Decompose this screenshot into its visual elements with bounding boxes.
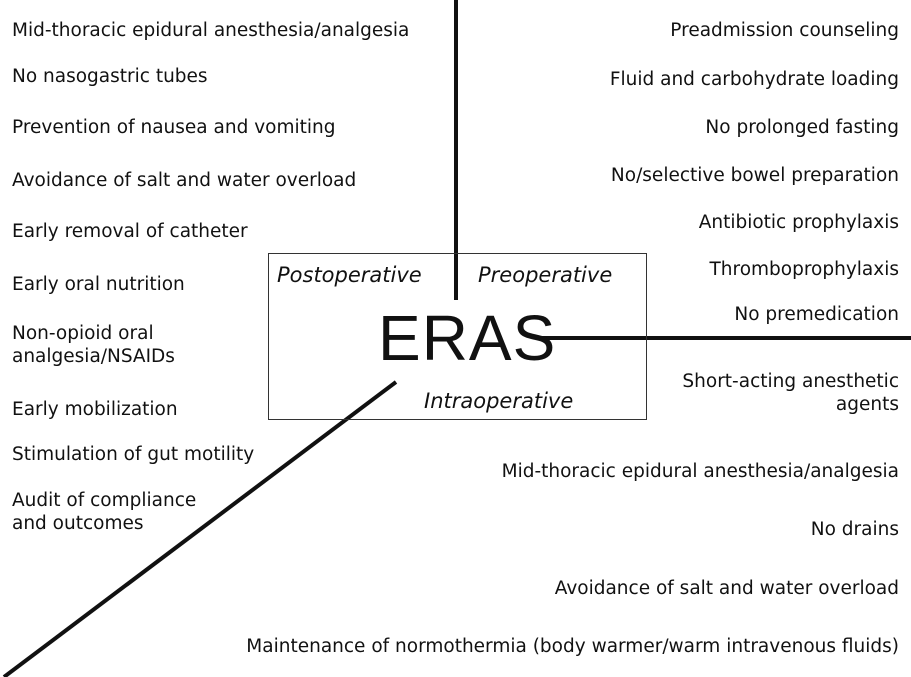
postoperative-item: Mid-thoracic epidural anesthesia/analgesia — [12, 20, 410, 41]
intraoperative-item: Avoidance of salt and water overload — [554, 578, 899, 599]
eras-title: ERAS — [378, 302, 557, 374]
postoperative-item: Early mobilization — [12, 399, 178, 420]
intraoperative-item: Short-acting anesthetic agents — [682, 371, 899, 415]
postoperative-item: Audit of compliance and outcomes — [12, 490, 197, 534]
postoperative-item: Early removal of catheter — [12, 221, 248, 242]
preoperative-item: No premedication — [734, 304, 899, 325]
postoperative-label: Postoperative — [277, 263, 422, 287]
intraoperative-item: Maintenance of normothermia (body warmer/warm intravenous fluids) — [246, 636, 899, 657]
postoperative-item: No nasogastric tubes — [12, 66, 208, 87]
preoperative-label: Preoperative — [478, 263, 613, 287]
preoperative-item: Thromboprophylaxis — [709, 259, 899, 280]
intraoperative-item: No drains — [810, 519, 899, 540]
postoperative-item: Non-opioid oral analgesia/NSAIDs — [12, 323, 175, 367]
postoperative-item: Early oral nutrition — [12, 274, 185, 295]
postoperative-item: Avoidance of salt and water overload — [12, 170, 357, 191]
preoperative-item: Antibiotic prophylaxis — [698, 212, 899, 233]
postoperative-item: Stimulation of gut motility — [12, 444, 255, 465]
intraoperative-item: Mid-thoracic epidural anesthesia/analgesia — [501, 461, 899, 482]
preoperative-item: Fluid and carbohydrate loading — [609, 69, 899, 90]
postoperative-item: Prevention of nausea and vomiting — [12, 117, 336, 138]
preoperative-item: No prolonged fasting — [705, 117, 899, 138]
preoperative-item: Preadmission counseling — [670, 20, 899, 41]
preoperative-item: No/selective bowel preparation — [610, 165, 899, 186]
intraoperative-label: Intraoperative — [424, 389, 574, 413]
